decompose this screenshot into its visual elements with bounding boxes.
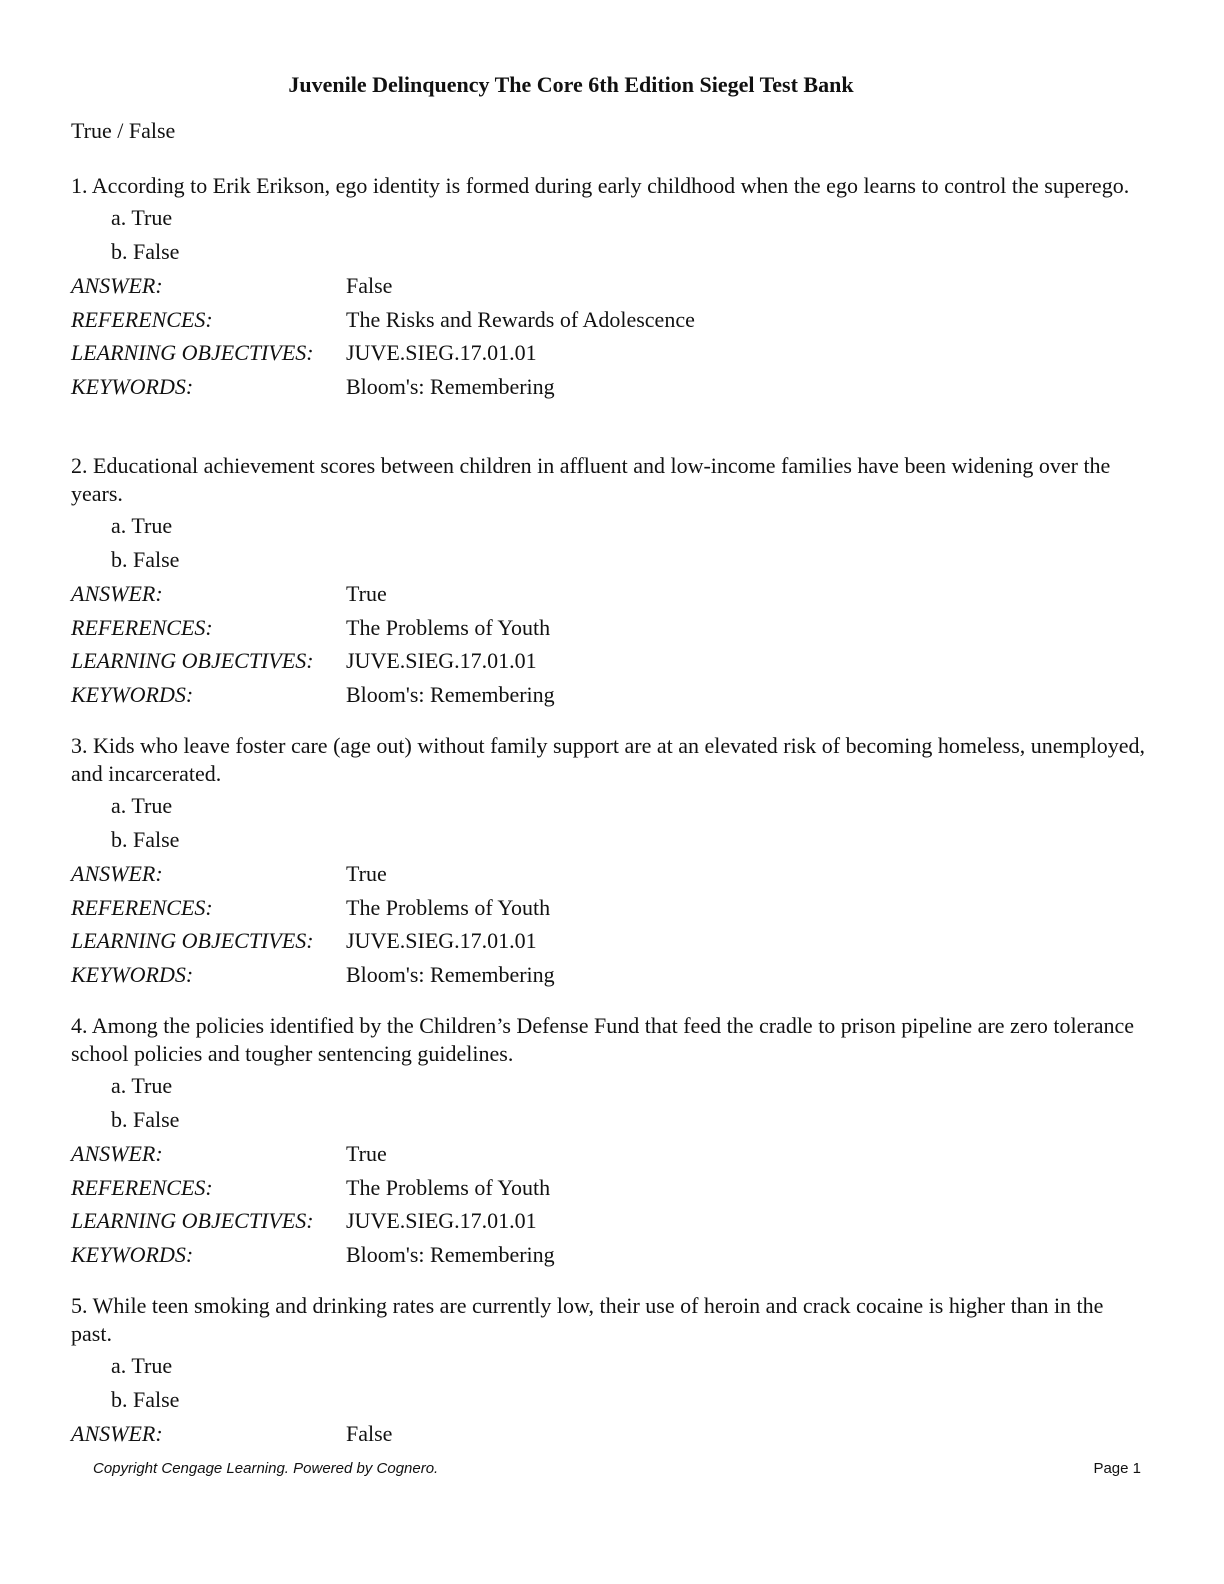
question-text: 3. Kids who leave foster care (age out) without family support are at an elevated risk of becoming homeless, unemployed, and incarcerated. (71, 733, 1146, 786)
objectives-label: LEARNING OBJECTIVES: (71, 648, 314, 673)
option-false: b. False (111, 1107, 180, 1132)
keywords-value: Bloom's: Remembering (346, 1241, 555, 1267)
document-title: Juvenile Delinquency The Core 6th Edition Siegel Test Bank (288, 72, 854, 97)
section-heading: True / False (71, 118, 176, 143)
objectives-row (71, 925, 1146, 959)
keywords-row (71, 959, 1146, 993)
question-text: 5. While teen smoking and drinking rates are currently low, their use of heroin and crack cocaine is higher than in the past. (71, 1293, 1104, 1346)
objectives-label: LEARNING OBJECTIVES: (71, 1208, 314, 1233)
answer-value: False (346, 1421, 393, 1446)
references-row (71, 304, 1146, 338)
objectives-label: LEARNING OBJECTIVES: (71, 340, 314, 365)
references-label: REFERENCES: (71, 614, 213, 640)
references-label: REFERENCES: (71, 1174, 213, 1200)
objectives-value: JUVE.SIEG.17.01.01 (346, 1208, 537, 1233)
objectives-value: JUVE.SIEG.17.01.01 (346, 648, 537, 673)
answer-label: ANSWER: (71, 1421, 163, 1446)
option-false: b. False (111, 547, 180, 572)
references-label: REFERENCES: (71, 894, 213, 920)
keywords-row (71, 1239, 1146, 1273)
references-label: REFERENCES: (71, 306, 213, 332)
option-true: a. True (111, 1073, 173, 1098)
answer-row (71, 858, 1146, 892)
option-false: b. False (111, 1387, 180, 1412)
references-row (71, 892, 1146, 926)
answer-label: ANSWER: (71, 273, 163, 298)
objectives-row (71, 1205, 1146, 1239)
keywords-row (71, 679, 1146, 713)
answer-label: ANSWER: (71, 861, 163, 886)
objectives-value: JUVE.SIEG.17.01.01 (346, 340, 537, 365)
page-number: Page 1 (1093, 1460, 1141, 1477)
keywords-label: KEYWORDS: (71, 681, 194, 707)
question-block (71, 732, 1146, 992)
answer-label: ANSWER: (71, 581, 163, 606)
answer-value: True (346, 861, 387, 886)
answer-label: ANSWER: (71, 1141, 163, 1166)
references-value: The Problems of Youth (346, 614, 551, 640)
answer-value: True (346, 581, 387, 606)
option-true: a. True (111, 513, 173, 538)
objectives-value: JUVE.SIEG.17.01.01 (346, 928, 537, 953)
references-row (71, 612, 1146, 646)
question-block (71, 172, 1146, 404)
answer-row (71, 1138, 1146, 1172)
answer-row (71, 270, 1146, 304)
answer-row (71, 1418, 1146, 1452)
objectives-row (71, 645, 1146, 679)
keywords-value: Bloom's: Remembering (346, 681, 555, 707)
question-block (71, 452, 1146, 712)
references-row (71, 1172, 1146, 1206)
keywords-value: Bloom's: Remembering (346, 961, 555, 987)
option-true: a. True (111, 793, 173, 818)
keywords-label: KEYWORDS: (71, 961, 194, 987)
keywords-label: KEYWORDS: (71, 373, 194, 399)
keywords-label: KEYWORDS: (71, 1241, 194, 1267)
answer-value: True (346, 1141, 387, 1166)
question-text: 1. According to Erik Erikson, ego identity is formed during early childhood when the ego learns to control the superego. (71, 173, 1130, 198)
option-true: a. True (111, 1353, 173, 1378)
references-value: The Problems of Youth (346, 1174, 551, 1200)
objectives-row (71, 337, 1146, 371)
references-value: The Risks and Rewards of Adolescence (346, 306, 695, 332)
option-true: a. True (111, 205, 173, 230)
footer-copyright: Copyright Cengage Learning. Powered by Cognero. (93, 1460, 439, 1477)
keywords-value: Bloom's: Remembering (346, 373, 555, 399)
question-block (71, 1292, 1146, 1452)
references-value: The Problems of Youth (346, 894, 551, 920)
answer-value: False (346, 273, 393, 298)
question-text: 2. Educational achievement scores between children in affluent and low-income families have been widening over the years. (71, 453, 1111, 506)
option-false: b. False (111, 239, 180, 264)
question-text: 4. Among the policies identified by the Children’s Defense Fund that feed the cradle to prison pipeline are zero tolerance school policies and tougher sentencing guidelines. (71, 1013, 1134, 1066)
answer-row (71, 578, 1146, 612)
keywords-row (71, 371, 1146, 405)
objectives-label: LEARNING OBJECTIVES: (71, 928, 314, 953)
question-block (71, 1012, 1146, 1272)
option-false: b. False (111, 827, 180, 852)
